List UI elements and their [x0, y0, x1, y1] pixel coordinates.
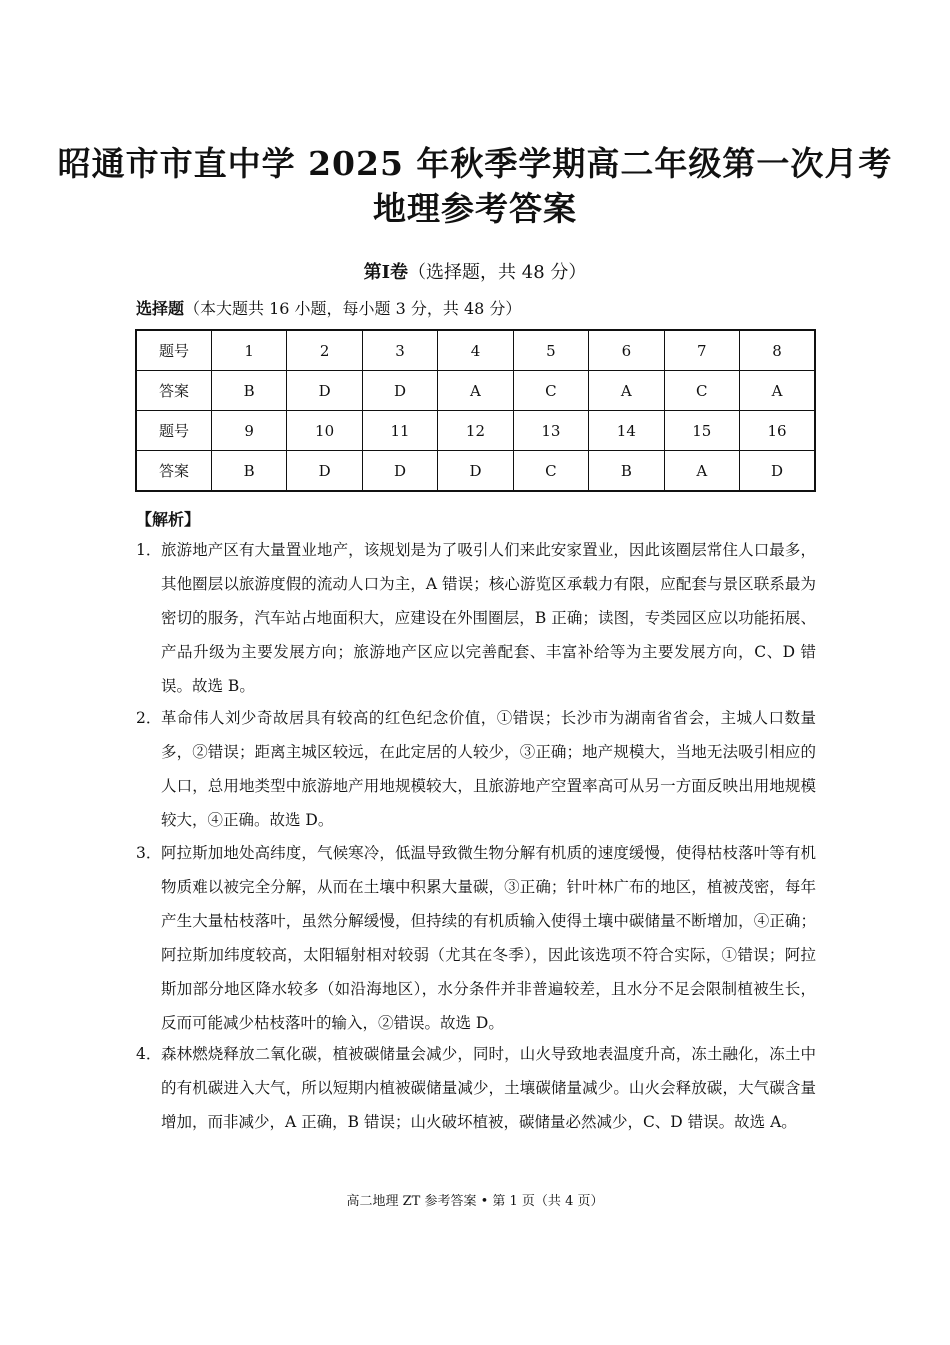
answer-table-cell: 11 [362, 411, 437, 451]
analysis-item-text: 旅游地产区有大量置业地产，该规划是为了吸引人们来此安家置业，因此该圈层常住人口最多，其他圈层以旅游度假的流动人口为主，A 错误；核心游览区承载力有限，应配套与景区联系最为密切的服务，汽车站占地面积大，应建设在外围圈层，B 正确；读图，专类园区应以功能拓展、产品升级为主要发展方向；旅游地产区应以完善配套、丰富补给等为主要发展方向，C、D 错误。故选 B。 [161, 541, 816, 695]
answer-table-row-header: 答案 [136, 451, 211, 492]
page-subtitle: 地理参考答案 [373, 189, 577, 228]
analysis-item-number: 4． [136, 1045, 162, 1063]
analysis-item [136, 701, 816, 837]
answer-table-cell: A [589, 371, 664, 411]
answer-table-cell: 2 [287, 330, 362, 371]
answer-table-cell: 10 [287, 411, 362, 451]
analysis-item-number: 3． [136, 844, 162, 862]
answer-table-cell: B [589, 451, 664, 492]
page-title: 昭通市市直中学 2025 年秋季学期高二年级第一次月考 [57, 144, 893, 183]
answer-table [135, 329, 816, 492]
answer-table-cell: 15 [664, 411, 739, 451]
answer-table-cell: B [211, 371, 286, 411]
analysis-item-number: 2． [136, 709, 162, 727]
answer-table-row [136, 371, 815, 411]
answer-table-cell: D [362, 451, 437, 492]
page-footer: 高二地理 ZT 参考答案 • 第 1 页（共 4 页） [346, 1194, 604, 1209]
analysis-item-text: 阿拉斯加地处高纬度，气候寒冷，低温导致微生物分解有机质的速度缓慢，使得枯枝落叶等有机物质难以被完全分解，从而在土壤中积累大量碳，③正确；针叶林广布的地区，植被茂密，每年产生大量枯枝落叶，虽然分解缓慢，但持续的有机质输入使得土壤中碳储量不断增加，④正确；阿拉斯加纬度较高，太阳辐射相对较弱（尤其在冬季），因此该选项不符合实际，①错误；阿拉斯加部分地区降水较多（如沿海地区），水分条件并非普遍较差，且水分不足会限制植被生长，反而可能减少枯枝落叶的输入，②错误。故选 D。 [161, 844, 816, 1032]
answer-table-cell: A [438, 371, 513, 411]
answer-table-cell: C [664, 371, 739, 411]
answer-table-body [136, 330, 815, 491]
answer-table-cell: 16 [740, 411, 816, 451]
answer-table-row [136, 330, 815, 371]
analysis-item-text: 革命伟人刘少奇故居具有较高的红色纪念价值，①错误；长沙市为湖南省省会，主城人口数量多，②错误；距离主城区较远，在此定居的人较少，③正确；地产规模大，当地无法吸引相应的人口，总用地类型中旅游地产用地规模较大，且旅游地产空置率高可从另一方面反映出用地规模较大，④正确。故选 D。 [161, 709, 816, 829]
section-name: 第Ⅰ卷 [363, 262, 409, 283]
answer-table-cell: C [513, 451, 588, 492]
answer-table-row-header: 题号 [136, 330, 211, 371]
answer-table-cell: 1 [211, 330, 286, 371]
instruction-note: （本大题共 16 小题，每小题 3 分，共 48 分） [184, 299, 522, 318]
section-title [0, 258, 950, 284]
question-instruction [136, 296, 521, 319]
instruction-label: 选择题 [136, 299, 185, 318]
answer-table-cell: 8 [740, 330, 816, 371]
analysis-item [136, 1037, 816, 1139]
answer-table-row-header: 题号 [136, 411, 211, 451]
answer-table-cell: 6 [589, 330, 664, 371]
answer-table-cell: 12 [438, 411, 513, 451]
answer-table-cell: D [362, 371, 437, 411]
answer-table-cell: 4 [438, 330, 513, 371]
answer-table-cell: 7 [664, 330, 739, 371]
answer-table-cell: D [438, 451, 513, 492]
answer-table-cell: C [513, 371, 588, 411]
answer-table-cell: A [740, 371, 816, 411]
answer-table-cell: 14 [589, 411, 664, 451]
answer-table-cell: 9 [211, 411, 286, 451]
answer-table-cell: D [287, 451, 362, 492]
analysis-item [136, 533, 816, 703]
answer-table-cell: D [287, 371, 362, 411]
answer-table-row-header: 答案 [136, 371, 211, 411]
answer-table-cell: 3 [362, 330, 437, 371]
answer-table-cell: D [740, 451, 816, 492]
analysis-item [136, 836, 816, 1040]
analysis-heading: 【解析】 [136, 510, 201, 529]
answer-table-row [136, 451, 815, 492]
analysis-item-number: 1． [136, 541, 162, 559]
section-note: （选择题，共 48 分） [408, 262, 587, 283]
analysis-item-text: 森林燃烧释放二氧化碳，植被碳储量会减少，同时，山火导致地表温度升高，冻土融化，冻土中的有机碳进入大气，所以短期内植被碳储量减少，土壤碳储量减少。山火会释放碳，大气碳含量增加，而非减少，A 正确，B 错误；山火破坏植被，碳储量必然减少，C、D 错误。故选 A。 [161, 1045, 816, 1131]
answer-table-row [136, 411, 815, 451]
answer-table-cell: B [211, 451, 286, 492]
answer-table-cell: A [664, 451, 739, 492]
answer-table-cell: 13 [513, 411, 588, 451]
answer-table-cell: 5 [513, 330, 588, 371]
